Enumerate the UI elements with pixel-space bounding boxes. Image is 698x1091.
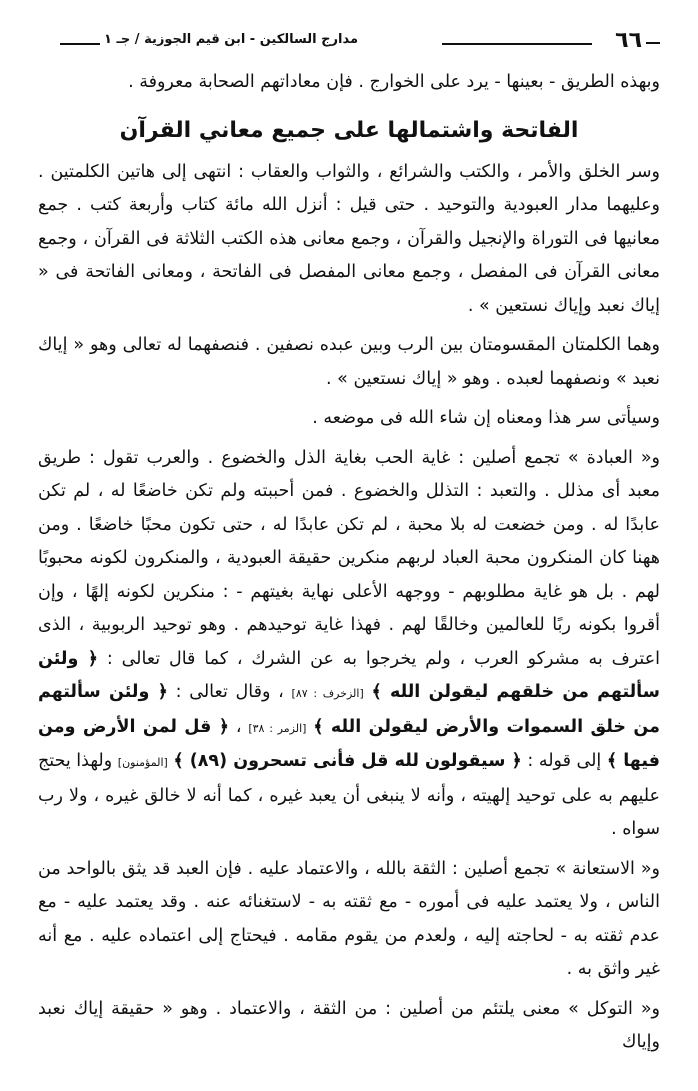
quran-verse: ﴿ قل لمن الأرض ومن فيها ﴾ xyxy=(38,716,660,771)
header-rule xyxy=(60,43,100,45)
verse-reference: [المؤمنون] xyxy=(117,756,168,769)
worship-text: و« العبادة » تجمع أصلين : غاية الحب بغاية الذل والخضوع . والعرب تقول : طريق معبد أى مذلل . والتعبد : التذلل والخضوع . فمن أحببته ولم تكن خاضعًا له ، لم تكن عابدًا له . ومن خضعت له بلا محبة ، لم تكن عابدًا له ، حتى تكون محبًا خاضعًا . ومن ههنا كان المنكرون محبة العباد لربهم منكرين حقيقة العبودية ، والمنكرون لكونه محبوبًا لهم . بل هو غاية مطلوبهم - ووجهه الأعلى نهاية بغيتهم - : منكرين لكونه إلهًا ، وإن أقروا بكونه ربًا للعالمين وخالقًا لهم . فهذا غاية توحيدهم . وهو توحيد الربوبية ، الذى اعترف به مشركو العرب ، ولم يخرجوا به عن الشرك ، كما قال تعالى : xyxy=(38,447,660,669)
page-number-dash xyxy=(646,42,660,44)
paragraph-two-words: وهما الكلمتان المقسومتان بين الرب وبين عبده نصفين . فنصفهما له تعالى وهو « إياك نعبد » ونصفهما لعبده . وهو « إياك نستعين » . xyxy=(38,335,660,389)
verse-reference: [الزخرف : ٨٧] xyxy=(291,687,364,700)
page-number: ٦٦ xyxy=(615,28,642,53)
paragraph-seeking-help: و« الاستعانة » تجمع أصلين : الثقة بالله ، والاعتماد عليه . فإن العبد قد يثق بالواحد من الناس ، ولا يعتمد عليه فى أموره - مع ثقته به - لاستغنائه عنه . وقد يعتمد عليه - مع عدم ثقته به - لحاجته إليه ، ولعدم من يقوم مقامه . فيحتاج إلى اعتماده عليه . مع أنه غير واثق به . xyxy=(38,858,660,979)
paragraph-secret-of-creation: وسر الخلق والأمر ، والكتب والشرائع ، والثواب والعقاب : انتهى إلى هاتين الكلمتين . وعليهما مدار العبودية والتوحيد . حتى قيل : أنزل الله مائة كتاب وأربعة كتب . جمع معانيها فى التوراة والإنجيل والقرآن ، وجمع معانى هذه الكتب الثلاثة فى القرآن ، وجمع معانى القرآن فى المفصل ، وجمع معانى المفصل فى الفاتحة ، ومعانى الفاتحة فى « إياك نعبد وإياك نستعين » . xyxy=(38,161,660,316)
worship-tail-text: ولهذا يحتج عليهم به على توحيد إلهيته ، وأنه لا ينبغى أن يعبد غيره ، كما أنه لا خالق غيره ، ولا رب سواه . xyxy=(38,751,660,839)
quran-verse: ﴿ ولئن سألتهم من خلقهم ليقولن الله ﴾ xyxy=(38,648,660,702)
paragraph-will-come: وسيأتى سر هذا ومعناه إن شاء الله فى موضعه . xyxy=(312,408,660,428)
intro-paragraph: وبهذه الطريق - بعينها - يرد على الخوارج . فإن معاداتهم الصحابة معروفة . xyxy=(128,72,660,92)
section-title: الفاتحة واشتمالها على جميع معاني القرآن xyxy=(119,117,579,143)
quran-verse: ﴿ سيقولون لله قل فأنى تسحرون (٨٩) ﴾ xyxy=(173,751,522,771)
header-rule xyxy=(442,43,592,45)
paragraph-worship xyxy=(38,442,660,847)
quran-verse: ﴿ ولئن سألتهم من خلق السموات والأرض ليقولن الله ﴾ xyxy=(38,682,660,737)
page-header xyxy=(38,28,660,56)
connector-text: ، وقال تعالى : xyxy=(175,682,284,702)
connector-text: ، xyxy=(235,716,242,737)
running-title: مدارج السالكين - ابن قيم الجوزية / جـ ١ xyxy=(104,32,359,47)
verse-reference: [الزمر : ٣٨] xyxy=(248,721,307,735)
paragraph-reliance: و« التوكل » معنى يلتئم من أصلين : من الثقة ، والاعتماد . وهو « حقيقة إياك نعبد وإياك xyxy=(38,998,660,1052)
connector-text: إلى قوله : xyxy=(527,751,602,771)
